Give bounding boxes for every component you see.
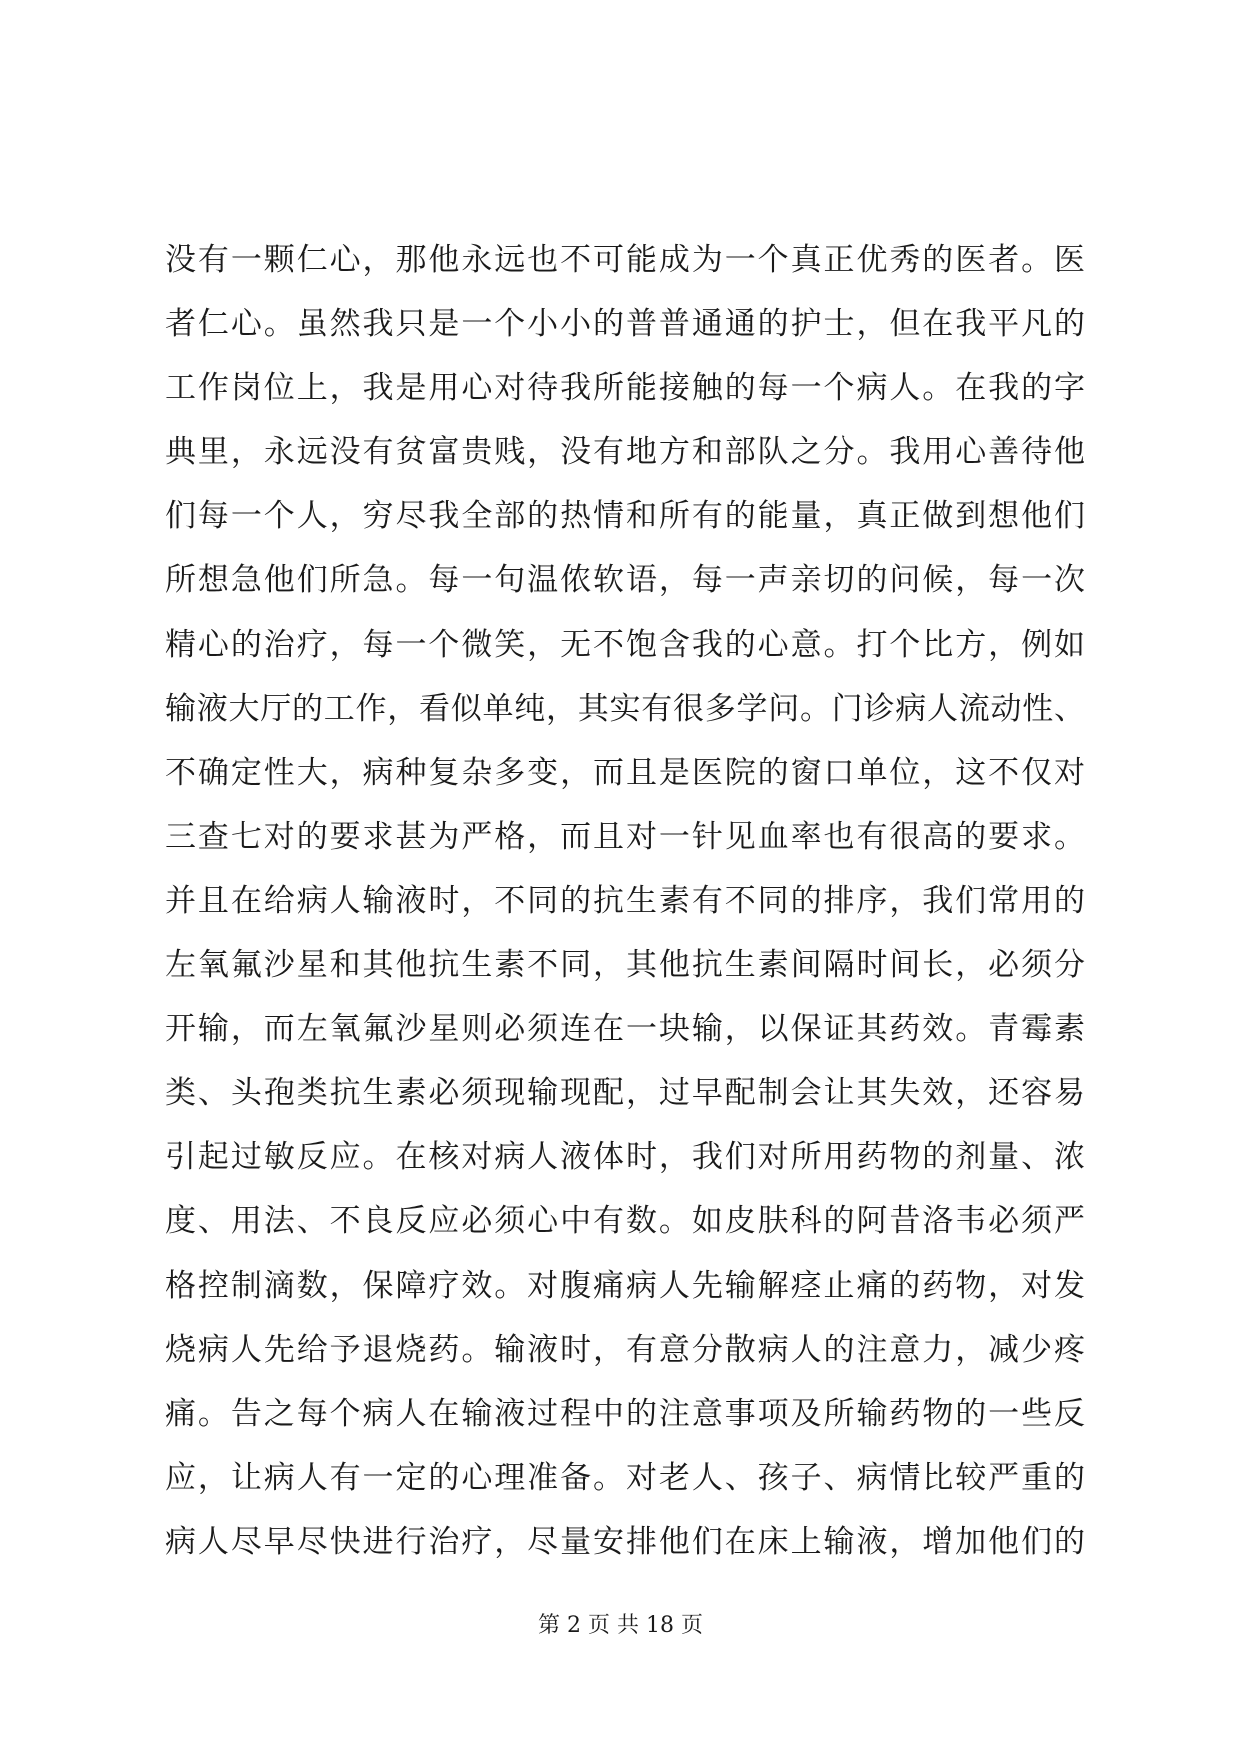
text-line-12: 左氧氟沙星和其他抗生素不同，其他抗生素间隔时间长，必须分: [165, 947, 1085, 984]
text-line-9: 不确定性大，病种复杂多变，而且是医院的窗口单位，这不仅对: [165, 754, 1085, 791]
text-line-3: 工作岗位上，我是用心对待我所能接触的每一个病人。在我的字: [165, 370, 1085, 407]
text-line-4: 典里，永远没有贫富贵贱，没有地方和部队之分。我用心善待他: [165, 434, 1085, 471]
text-line-1: 没有一颗仁心，那他永远也不可能成为一个真正优秀的医者。医: [165, 242, 1085, 278]
text-line-13: 开输，而左氧氟沙星则必须连在一块输，以保证其药效。青霉素: [165, 1011, 1085, 1048]
page-footer: 第 2 页 共 18 页: [538, 1613, 703, 1638]
text-line-15: 引起过敏反应。在核对病人液体时，我们对所用药物的剂量、浓: [165, 1139, 1085, 1176]
text-line-16: 度、用法、不良反应必须心中有数。如皮肤科的阿昔洛韦必须严: [165, 1203, 1085, 1240]
text-line-8: 输液大厅的工作，看似单纯，其实有很多学问。门诊病人流动性、: [165, 690, 1085, 727]
text-line-20: 应，让病人有一定的心理准备。对老人、孩子、病情比较严重的: [165, 1459, 1085, 1496]
text-line-11: 并且在给病人输液时，不同的抗生素有不同的排序，我们常用的: [165, 882, 1085, 919]
text-line-14: 类、头孢类抗生素必须现输现配，过早配制会让其失效，还容易: [165, 1075, 1085, 1112]
text-line-2: 者仁心。虽然我只是一个小小的普普通通的护士，但在我平凡的: [165, 306, 1085, 343]
text-line-17: 格控制滴数，保障疗效。对腹痛病人先输解痉止痛的药物，对发: [165, 1267, 1085, 1304]
text-line-7: 精心的治疗，每一个微笑，无不饱含我的心意。打个比方，例如: [165, 626, 1085, 663]
text-line-21: 病人尽早尽快进行治疗，尽量安排他们在床上输液，增加他们的: [165, 1523, 1085, 1560]
text-line-10: 三查七对的要求甚为严格，而且对一针见血率也有很高的要求。: [165, 818, 1085, 855]
text-line-5: 们每一个人，穷尽我全部的热情和所有的能量，真正做到想他们: [165, 498, 1085, 535]
text-line-6: 所想急他们所急。每一句温侬软语，每一声亲切的问候，每一次: [165, 562, 1085, 599]
text-line-18: 烧病人先给予退烧药。输液时，有意分散病人的注意力，减少疼: [165, 1331, 1085, 1368]
text-line-19: 痛。告之每个病人在输液过程中的注意事项及所输药物的一些反: [165, 1395, 1085, 1432]
body-text: [165, 228, 1085, 1574]
